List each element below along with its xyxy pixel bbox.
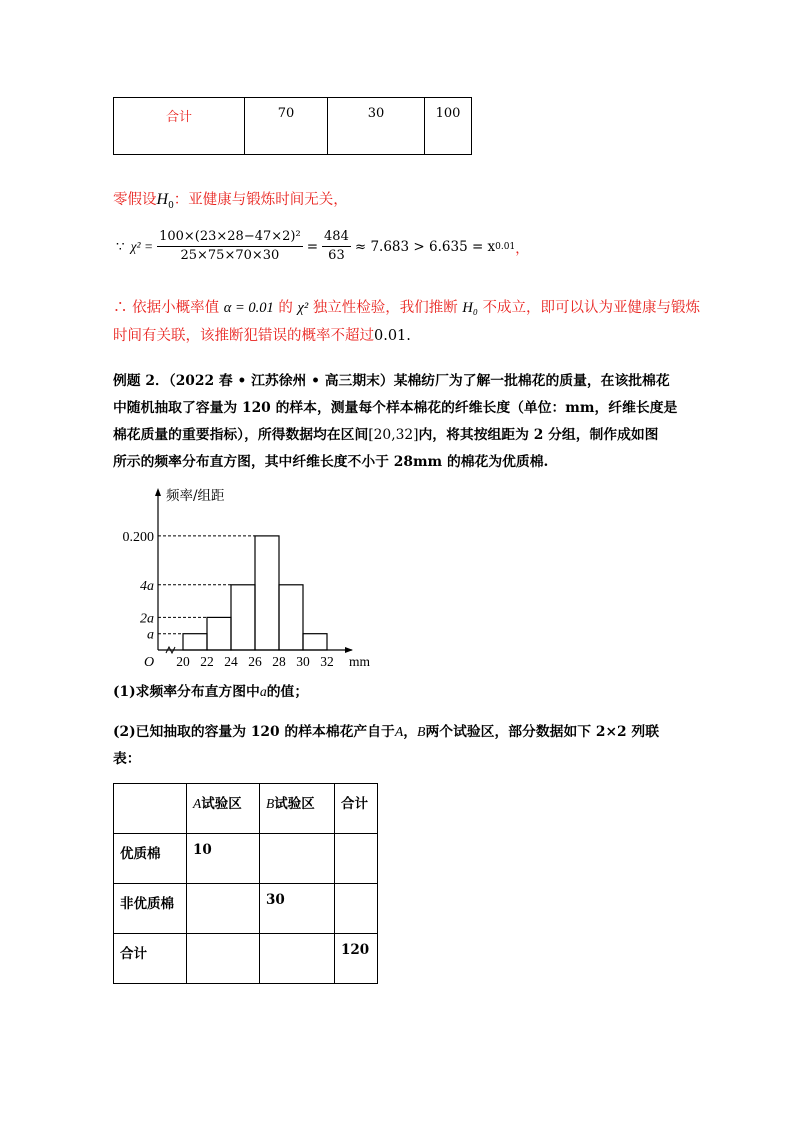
x-tick-label: 26 — [248, 654, 262, 669]
histogram-bar — [255, 536, 279, 650]
table-cell: 70 — [245, 98, 328, 155]
hypothesis-symbol: H — [156, 191, 169, 208]
conclusion-text: 的 — [278, 300, 293, 316]
table-cell: 10 — [187, 834, 260, 884]
interval: [20,32] — [368, 427, 419, 443]
table-cell — [260, 934, 335, 984]
contingency-table-2 — [113, 783, 378, 984]
formula-tail: ≈ 7.683 > 6.635 = x — [354, 238, 496, 255]
because-symbol: ∵ — [116, 238, 125, 255]
example-text: 内，将其按组距为 2 分组，制作成如图 — [418, 427, 659, 443]
conclusion-text: 独立性检验，我们推断 — [312, 300, 458, 316]
chi-symbol: χ² — [297, 300, 309, 316]
x-tick-label: 20 — [176, 654, 190, 669]
conclusion-line-2 — [113, 326, 411, 346]
formula-tail-sub: 0.01 — [495, 241, 516, 252]
table-cell — [187, 884, 260, 934]
table-cell: 30 — [260, 884, 335, 934]
table-cell — [260, 784, 335, 834]
formula-end: ， — [515, 240, 529, 257]
question-text: (2)已知抽取的容量为 120 的样本棉花产自于 — [113, 724, 395, 740]
histogram-bar — [303, 634, 327, 650]
var-A: A — [193, 796, 202, 811]
table-cell: 优质棉 — [114, 834, 187, 884]
formula-fraction-2 — [322, 229, 351, 264]
table-row — [114, 934, 378, 984]
table-cell — [114, 784, 187, 834]
histogram-bar — [231, 585, 255, 650]
example-text: 棉花质量的重要指标），所得数据均在区间 — [113, 427, 369, 443]
question-text: 两个试验区，部分数据如下 2×2 列联 — [425, 724, 660, 740]
equals-sign: = — [306, 238, 319, 255]
hypothesis-text: ：亚健康与锻炼时间无关， — [173, 192, 348, 208]
histogram-bar — [279, 585, 303, 650]
conclusion-line-1 — [113, 298, 700, 318]
header-suffix: 试验区 — [201, 796, 242, 812]
histogram-bar — [183, 634, 207, 650]
question-sep: ， — [403, 724, 418, 740]
variable-a: a — [259, 684, 267, 699]
chi-square-formula — [116, 229, 529, 264]
question-2-line-2: 表： — [113, 751, 141, 767]
y-tick-label: 4a — [140, 578, 154, 594]
conclusion-text: ∴ 依据小概率值 — [113, 300, 220, 316]
x-tick-label: 24 — [224, 654, 238, 669]
table-cell — [335, 884, 378, 934]
conclusion-text: 时间有关联，该推断犯错误的概率不超过 — [113, 328, 374, 344]
table-cell — [260, 834, 335, 884]
histogram-bar — [207, 617, 231, 650]
question-2-line-1 — [113, 722, 659, 742]
frequency-histogram — [110, 480, 380, 670]
question-1 — [113, 682, 308, 702]
example-line-3 — [113, 425, 658, 445]
var-B: B — [266, 796, 275, 811]
x-tick-label: 22 — [200, 654, 214, 669]
hypothesis-sub: 0 — [168, 200, 174, 211]
fraction-numerator: 484 — [322, 229, 351, 247]
y-tick-label: 0.200 — [122, 529, 154, 545]
origin-label: O — [144, 655, 155, 670]
y-axis-arrow-icon — [155, 488, 161, 496]
y-tick-label: 2a — [140, 611, 154, 627]
fraction-denominator: 25×75×70×30 — [180, 248, 280, 263]
table-cell — [335, 834, 378, 884]
formula-fraction-1 — [157, 229, 303, 264]
x-tick-label: 32 — [320, 654, 334, 669]
example-line-4: 所示的频率分布直方图，其中纤维长度不小于 28mm 的棉花为优质棉. — [113, 454, 549, 470]
table-cell: 30 — [328, 98, 425, 155]
table-cell — [187, 784, 260, 834]
x-axis-arrow-icon — [345, 647, 353, 653]
question-text: 的值； — [266, 684, 309, 700]
formula-lhs: χ² = — [130, 238, 154, 254]
table-cell: 合计 — [114, 934, 187, 984]
fraction-denominator: 63 — [328, 248, 345, 263]
table-row — [114, 784, 378, 834]
y-tick-label: a — [147, 627, 154, 643]
table-cell: 100 — [425, 98, 472, 155]
table-cell: 合计 — [335, 784, 378, 834]
conclusion-value: 0.01. — [374, 328, 411, 344]
table-cell: 非优质棉 — [114, 884, 187, 934]
table-row — [114, 834, 378, 884]
hypothesis-prefix: 零假设 — [113, 192, 157, 208]
null-hypothesis — [113, 190, 348, 216]
table-cell: 120 — [335, 934, 378, 984]
header-suffix: 试验区 — [274, 796, 315, 812]
x-tick-label: 30 — [296, 654, 310, 669]
question-text: (1)求频率分布直方图中 — [113, 684, 260, 700]
alpha-value: α = 0.01 — [223, 300, 274, 316]
axis-break-icon — [166, 647, 175, 653]
conclusion-text: 不成立，即可以认为亚健康与锻炼 — [482, 300, 701, 316]
y-axis-label: 频率/组距 — [166, 488, 225, 504]
example-line-1: 例题 2．（2022 春 • 江苏徐州 • 高三期末）某棉纺厂为了解一批棉花的质量，在该批棉花 — [113, 373, 670, 389]
fraction-numerator: 100×(23×28−47×2)² — [157, 229, 303, 247]
h0-symbol: H₀ — [462, 300, 478, 316]
x-axis-label: mm — [349, 654, 371, 669]
table-cell — [187, 934, 260, 984]
variable-B: B — [417, 724, 426, 739]
table-row — [114, 884, 378, 934]
variable-A: A — [394, 724, 404, 739]
table-row — [114, 98, 472, 155]
table-cell: 合计 — [114, 98, 245, 155]
example-line-2: 中随机抽取了容量为 120 的样本，测量每个样本棉花的纤维长度（单位：mm，纤维长度是 — [113, 400, 678, 416]
contingency-table-1 — [113, 97, 472, 155]
x-tick-label: 28 — [272, 654, 286, 669]
